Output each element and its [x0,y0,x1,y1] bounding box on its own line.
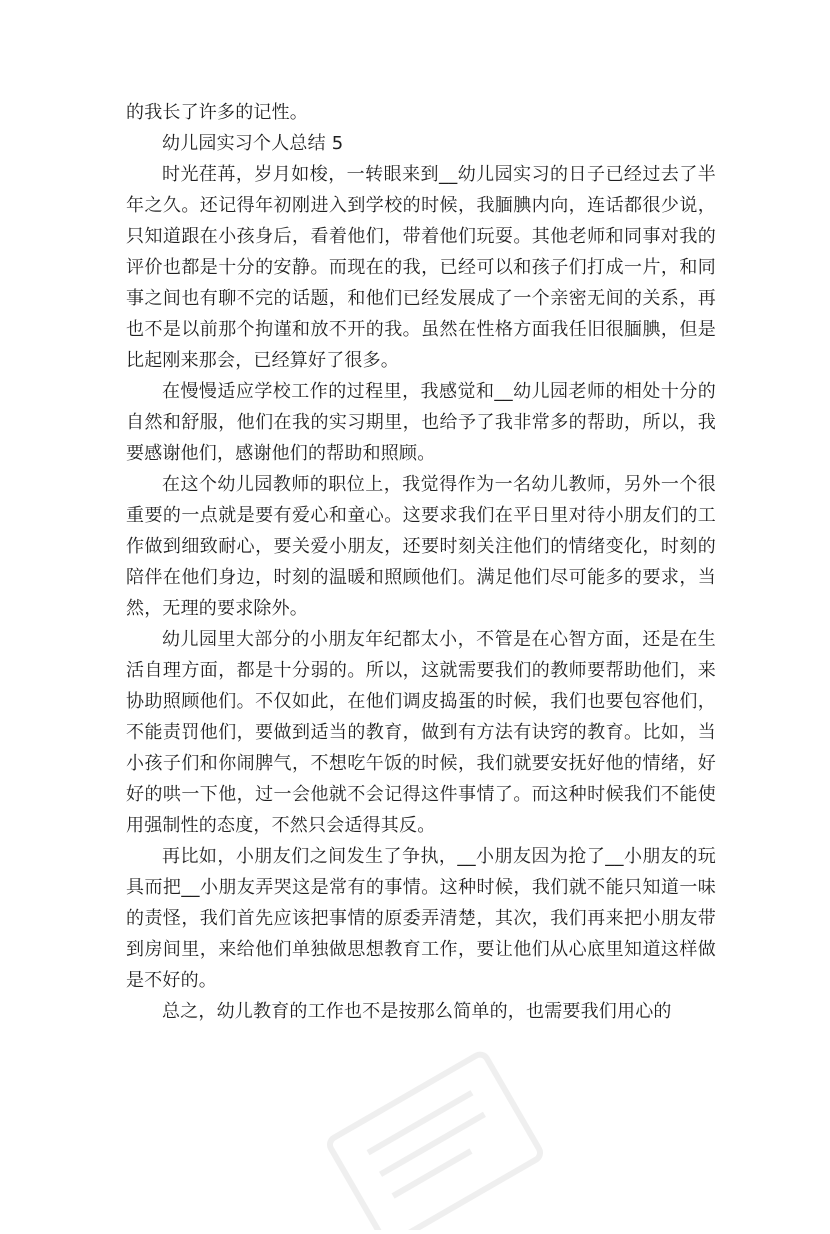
watermark-icon [300,1050,560,1230]
document-body [126,97,716,1027]
paragraph-continuation: 的我长了许多的记性。 [126,102,308,123]
paragraph: 幼儿园里大部分的小朋友年纪都太小，不管是在心智方面，还是在生活自理方面，都是十分弱的。所以，这就需要我们的教师要帮助他们，来协助照顾他们。不仅如此，在他们调皮捣蛋的时候，我们也要包容他们，不能责罚他们，要做到适当的教育，做到有方法有诀窍的教育。比如，当小孩子们和你闹脾气，不想吃午饭的时候，我们就要安抚好他的情绪，好好的哄一下他，过一会他就不会记得这件事情了。而这种时候我们不能使用强制性的态度，不然只会适得其反。 [126,629,716,836]
paragraph: 在这个幼儿园教师的职位上，我觉得作为一名幼儿教师，另外一个很重要的一点就是要有爱心和童心。这要求我们在平日里对待小朋友们的工作做到细致耐心，要关爱小朋友，还要时刻关注他们的情绪变化，时刻的陪伴在他们身边，时刻的温暖和照顾他们。满足他们尽可能多的要求，当然，无理的要求除外。 [126,474,716,619]
paragraph: 时光荏苒，岁月如梭，一转眼来到__幼儿园实习的日子已经过去了半年之久。还记得年初刚进入到学校的时候，我腼腆内向，连话都很少说，只知道跟在小孩身后，看着他们，带着他们玩耍。其他老师和同事对我的评价也都是十分的安静。而现在的我，已经可以和孩子们打成一片，和同事之间也有聊不完的话题，和他们已经发展成了一个亲密无间的关系，再也不是以前那个拘谨和放不开的我。虽然在性格方面我任旧很腼腆，但是比起刚来那会，已经算好了很多。 [126,164,716,371]
paragraph-cut-off: 总之，幼儿教育的工作也不是按那么简单的，也需要我们用心的 [162,1001,672,1022]
section-heading: 幼儿园实习个人总结 5 [162,133,344,154]
paragraph: 再比如，小朋友们之间发生了争执，__小朋友因为抢了__小朋友的玩具而把__小朋友弄哭这是常有的事情。这种时候，我们就不能只知道一味的责怪，我们首先应该把事情的原委弄清楚，其次，我们再来把小朋友带到房间里，来给他们单独做思想教育工作，要让他们从心底里知道这样做是不好的。 [126,846,716,991]
paragraph: 在慢慢适应学校工作的过程里，我感觉和__幼儿园老师的相处十分的自然和舒服，他们在我的实习期里，也给予了我非常多的帮助，所以，我要感谢他们，感谢他们的帮助和照顾。 [126,381,716,464]
